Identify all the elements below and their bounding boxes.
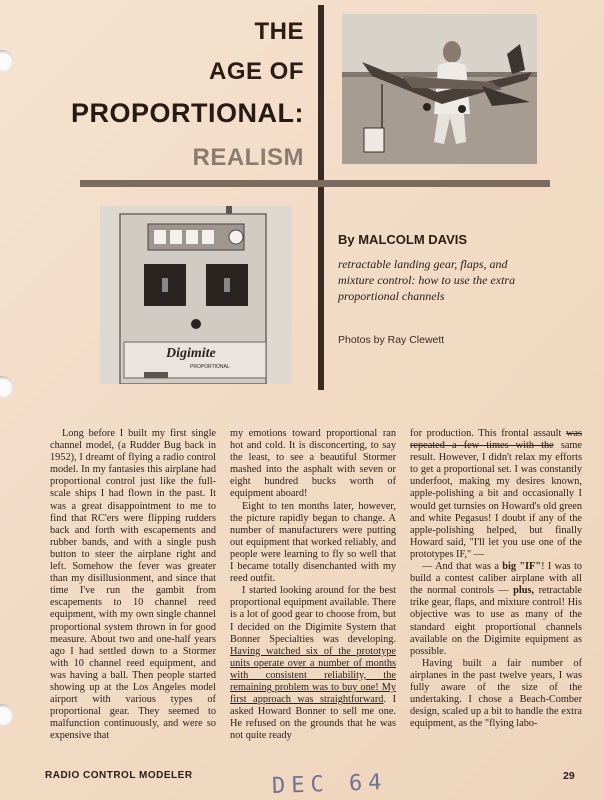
subhead: retractable landing gear, flaps, and mixture control: how to use the extra proportional channels — [338, 257, 516, 303]
magazine-name: RADIO CONTROL MODELER — [45, 770, 193, 781]
struck-text: was repeated a few times with the — [410, 428, 582, 452]
transmitter-brand-label: Digimite — [166, 346, 216, 361]
paragraph: Having built a fair number of airplanes in the past twelve years, I was fully aware of the size of the undertaking. I chose a Beach-Comber design, scaled up a bit to handle the extra equipment, as the "flying labo- — [410, 657, 582, 730]
text-run: — And that was a — [422, 561, 503, 573]
text-run: I started looking around for the best proportional equipment available. There is a lot of good gear to choose from, but I decided on the Digimite System that Bonner Specialties was developing. — [230, 585, 396, 645]
title-line-1: THE — [254, 18, 304, 45]
text-run: same result. However, I didn't relax my efforts to get a proportional set. I was constantly underfoot, making my desires known, apple-polishing a bit and occasionally I would get turnsies on Howard's old green and white Pegasus! I doubt if any of the apple-polishing helped, but finally Howard said, "I'll let you use one of the prototypes IF," — — [410, 440, 582, 560]
text-run: ! I was to build a contest caliber airplane with all the normal controls — — [410, 561, 583, 597]
photo-credit: Photos by Ray Clewett — [338, 334, 445, 346]
digimite-transmitter-photo — [100, 206, 292, 384]
paragraph — [410, 428, 582, 561]
title-line-3: PROPORTIONAL: — [71, 98, 304, 128]
handwritten-date: DEC 64 — [271, 769, 388, 800]
paragraph: Eight to ten months later, however, the picture rapidly began to change. A number of manufacturers were putting out equipment that worked reliably, and people were learning to fly so well that I became totally disenchanted with my reed outfit. — [230, 500, 396, 585]
transmitter-model-label: PROPORTIONAL — [190, 364, 230, 370]
body-column-2 — [230, 428, 396, 742]
binder-hole — [0, 704, 13, 726]
text-run: . I asked Howard Bonner to sell me one. He refused on the grounds that he was not quite ready — [230, 694, 396, 742]
bold-text: big "IF" — [502, 561, 542, 573]
paragraph — [410, 561, 582, 658]
text-run: for production. This frontal assault — [410, 428, 566, 439]
byline: By MALCOLM DAVIS — [338, 232, 468, 247]
paragraph: my emotions toward proportional ran hot and cold. It is disconcerting, to say the least, to see a beautiful Stormer mashed into the asphalt with seven or eight hundred bucks worth of equipment aboard! — [230, 428, 396, 500]
paragraph — [230, 585, 396, 742]
paragraph: Long before I built my first single channel model, (a Rudder Bug back in 1952), I dreamt of flying a radio control model. In my fantasies this airplane had proportional control just like the full-scale ships I had flown in the past. It was a great disappointment to me to find that RC'ers were flipping rudders back and forth with escapements and rubber bands, and with a single push button to steer the airplane right and left. Somehow the fever was greater than my disillusionment, and since that time I've run the gambit from escapements to 10 channel reed equipment, with my own single channel proportional system thrown in for good measure. About two and one-half years ago I had settled down to a Stormer with 10 channel reed equipment, and was having a ball. Then people started showing up at the Los Angeles model airport with various types of proportional gear. They seemed to malfunction continuously, and were so expensive that — [50, 428, 216, 742]
title-line-2: AGE OF — [208, 58, 304, 85]
title-line-4: REALISM — [192, 144, 304, 171]
man-with-model-airplane-photo — [342, 14, 537, 164]
text-run: retractable trike gear, flaps, and mixture control! His objective was to use as many of the standard eight proportional channels available on the Digimite equipment as possible. — [410, 585, 583, 657]
bold-text: plus, — [513, 585, 535, 597]
horizontal-rule — [80, 180, 550, 187]
body-column-3 — [410, 428, 582, 730]
underlined-text: Having watched six of the prototype units operate over a number of months with consistent reliability, the remaining problem was to buy one! My first approach was straightforward — [230, 645, 396, 706]
binder-hole — [0, 376, 13, 398]
vertical-rule — [318, 5, 324, 390]
binder-hole — [0, 50, 13, 72]
airplane-photo-illustration — [342, 14, 537, 164]
page-number: 29 — [563, 770, 575, 782]
body-column-1 — [50, 428, 216, 742]
